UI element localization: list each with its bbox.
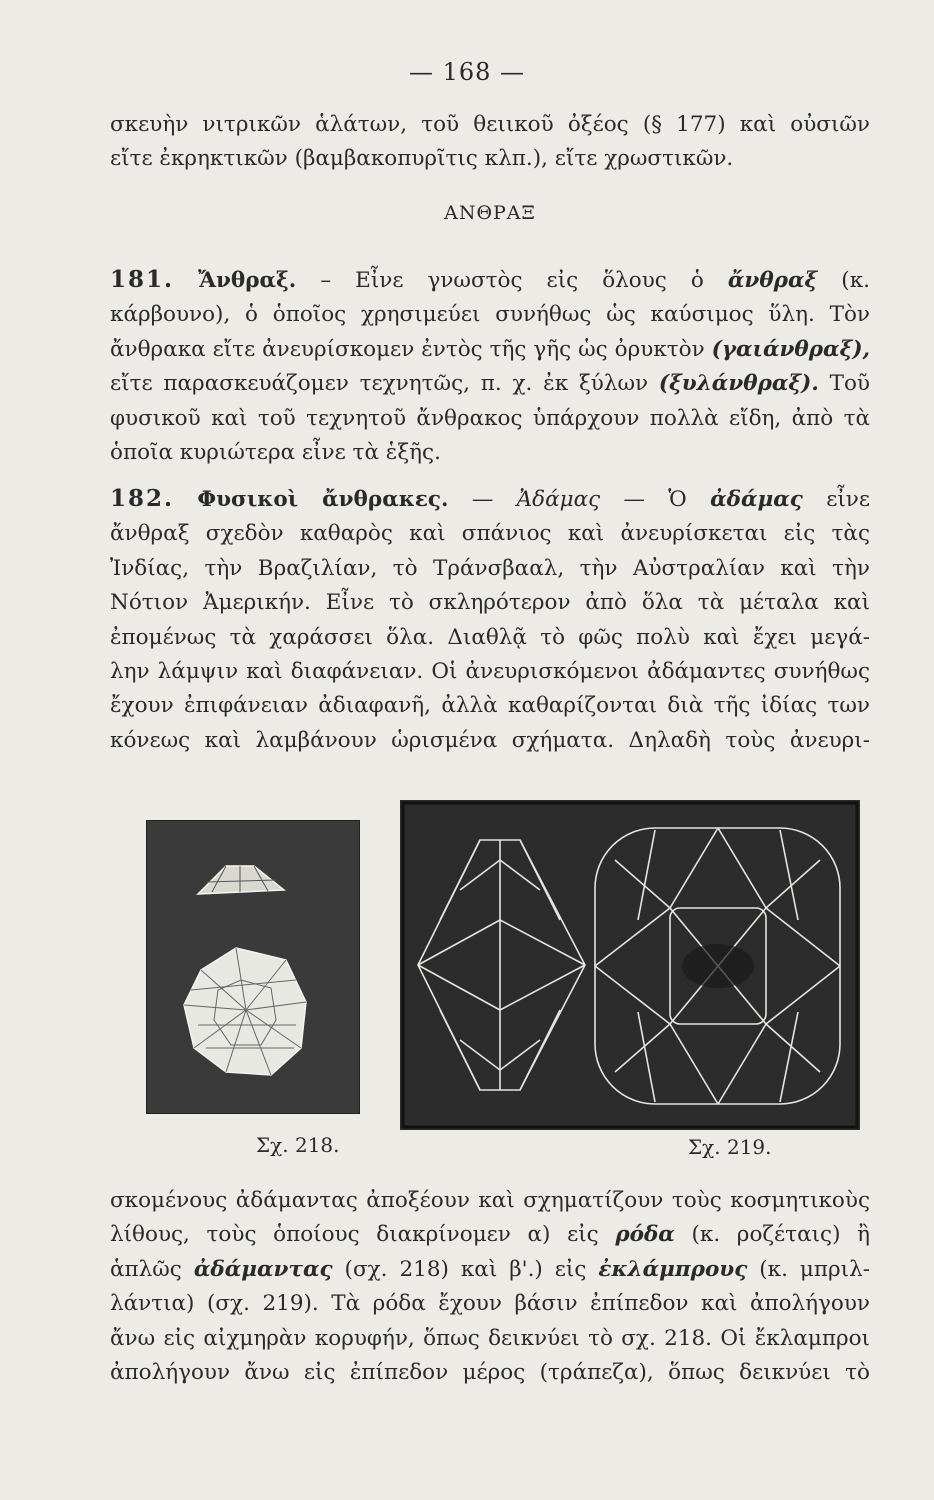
- text-line: [110, 482, 870, 517]
- term: ἀδάμας: [710, 487, 803, 512]
- paragraph-182: [110, 482, 870, 758]
- text-span: (κ. μπριλ-: [747, 1256, 870, 1282]
- text-line: κόνεως καὶ λαμβάνουν ὡρισμένα σχήματα. Δηλαδὴ τοὺς ἀνευρι-: [110, 727, 870, 753]
- text-line: ἀπολήγουν ἄνω εἰς ἐπίπεδον μέρος (τράπεζα), ὅπως δεικνύει τὸ: [110, 1360, 870, 1386]
- term: ἐκλάμπρους: [598, 1256, 748, 1282]
- text-span: – Εἶνε γνωστὸς εἰς ὅλους ὁ: [296, 268, 728, 293]
- paragraph-title: Φυσικοὶ ἄνθρακες.: [197, 487, 449, 512]
- paragraph-number: 182.: [110, 485, 175, 512]
- text-line: [110, 367, 870, 401]
- text-line: ἔχουν ἐπιφάνειαν ἀδιαφανῆ, ἀλλὰ καθαρίζονται διὰ τῆς ἰδίας των: [110, 693, 870, 719]
- text-line: ἐπομένως τὰ χαράσσει ὅλα. Διαθλᾷ τὸ φῶς πολὺ καὶ ἔχει μεγά-: [110, 624, 870, 650]
- text-span: εἴτε παρασκευάζομεν τεχνητῶς, π. χ. ἐκ ξύλων: [110, 371, 659, 397]
- text-line: ὁποῖα κυριώτερα εἶνε τὰ ἑξῆς.: [110, 440, 441, 466]
- text-line: κάρβουνο), ὁ ὁποῖος χρησιμεύει συνήθως ὡς καύσιμος ὕλη. Τὸν: [110, 302, 870, 328]
- text-line: σκομένους ἀδάμαντας ἀποξέουν καὶ σχηματίζουν τοὺς κοσμητικοὺς: [110, 1188, 870, 1213]
- text-span: λίθους, τοὺς ὁποίους διακρίνομεν α) εἰς: [110, 1222, 616, 1248]
- text-line: σκευὴν νιτρικῶν ἁλάτων, τοῦ θειικοῦ ὀξέος (§ 177) καὶ οὐσιῶν: [110, 112, 870, 137]
- text-line: Ἰνδίας, τὴν Βραζιλίαν, τὸ Τράνσβααλ, τὴν Αὐστραλίαν καὶ τὴν: [110, 555, 870, 581]
- paragraph-number: 181.: [110, 266, 175, 293]
- text-line: [110, 1253, 870, 1287]
- text-line: λάντια) (σχ. 219). Τὰ ρόδα ἔχουν βάσιν ἐπίπεδον καὶ ἀπολήγουν: [110, 1291, 870, 1317]
- text-line: [110, 333, 870, 367]
- text-span: (κ. ροζέταις) ἢ: [674, 1222, 870, 1248]
- text-line: εἴτε ἐκρηκτικῶν (βαμβακοπυρῖτις κλπ.), εἴτε χρωστικῶν.: [110, 146, 734, 172]
- text-line: Νότιον Ἀμερικήν. Εἶνε τὸ σκληρότερον ἀπὸ ὅλα τὰ μέταλα καὶ: [110, 590, 870, 616]
- term: ἀδάμαντας: [193, 1256, 333, 1282]
- section-heading: ΑΝΘΡΑΞ: [444, 202, 536, 224]
- continuation-paragraph: [110, 1184, 870, 1390]
- text-line: [110, 263, 870, 298]
- term: ρόδα: [615, 1222, 675, 1248]
- text-line: λην λάμψιν καὶ διαφάνειαν. Οἱ ἀνευρισκόμενοι ἀδάμαντες συνήθως: [110, 659, 870, 685]
- text-line: ἄνθραξ σχεδὸν καθαρὸς καὶ σπάνιος καὶ ἀνευρίσκεται εἰς τὰς: [110, 521, 870, 547]
- figure-218-caption: Σχ. 218.: [256, 1133, 340, 1157]
- text-span: (κ.: [817, 268, 870, 293]
- text-line: [110, 1218, 870, 1252]
- figure-219-brilliant-cut-diamond: [400, 800, 860, 1130]
- paragraph-181: [110, 263, 870, 470]
- text-span: ἁπλῶς: [110, 1256, 194, 1282]
- text-line: ἄνω εἰς αἰχμηρὰν κορυφήν, ὅπως δεικνύει τὸ σχ. 218. Οἱ ἔκλαμπροι: [110, 1325, 870, 1351]
- figure-219-caption: Σχ. 219.: [688, 1135, 772, 1159]
- term: (ξυλάνθραξ).: [658, 371, 819, 397]
- figure-218-rose-cut-diamond: [146, 820, 360, 1114]
- intro-paragraph: [110, 108, 870, 177]
- text-span: ἄνθρακα εἴτε ἀνευρίσκομεν ἐντὸς τῆς γῆς ὡς ὀρυκτὸν: [110, 336, 712, 362]
- term: — Ἀδάμας —: [448, 487, 669, 512]
- text-span: (σχ. 218) καὶ β'.) εἰς: [332, 1256, 599, 1282]
- text-span: Τοῦ: [818, 371, 870, 397]
- text-span: Ὁ: [668, 487, 711, 512]
- text-line: φυσικοῦ καὶ τοῦ τεχνητοῦ ἄνθρακος ὑπάρχουν πολλὰ εἴδη, ἀπὸ τὰ: [110, 405, 870, 431]
- term: ἄνθραξ: [727, 268, 818, 293]
- term: (γαιάνθραξ),: [711, 336, 870, 362]
- paragraph-title: Ἄνθραξ.: [198, 268, 297, 293]
- text-span: εἶνε: [802, 487, 870, 512]
- page-number: — 168 —: [408, 58, 526, 86]
